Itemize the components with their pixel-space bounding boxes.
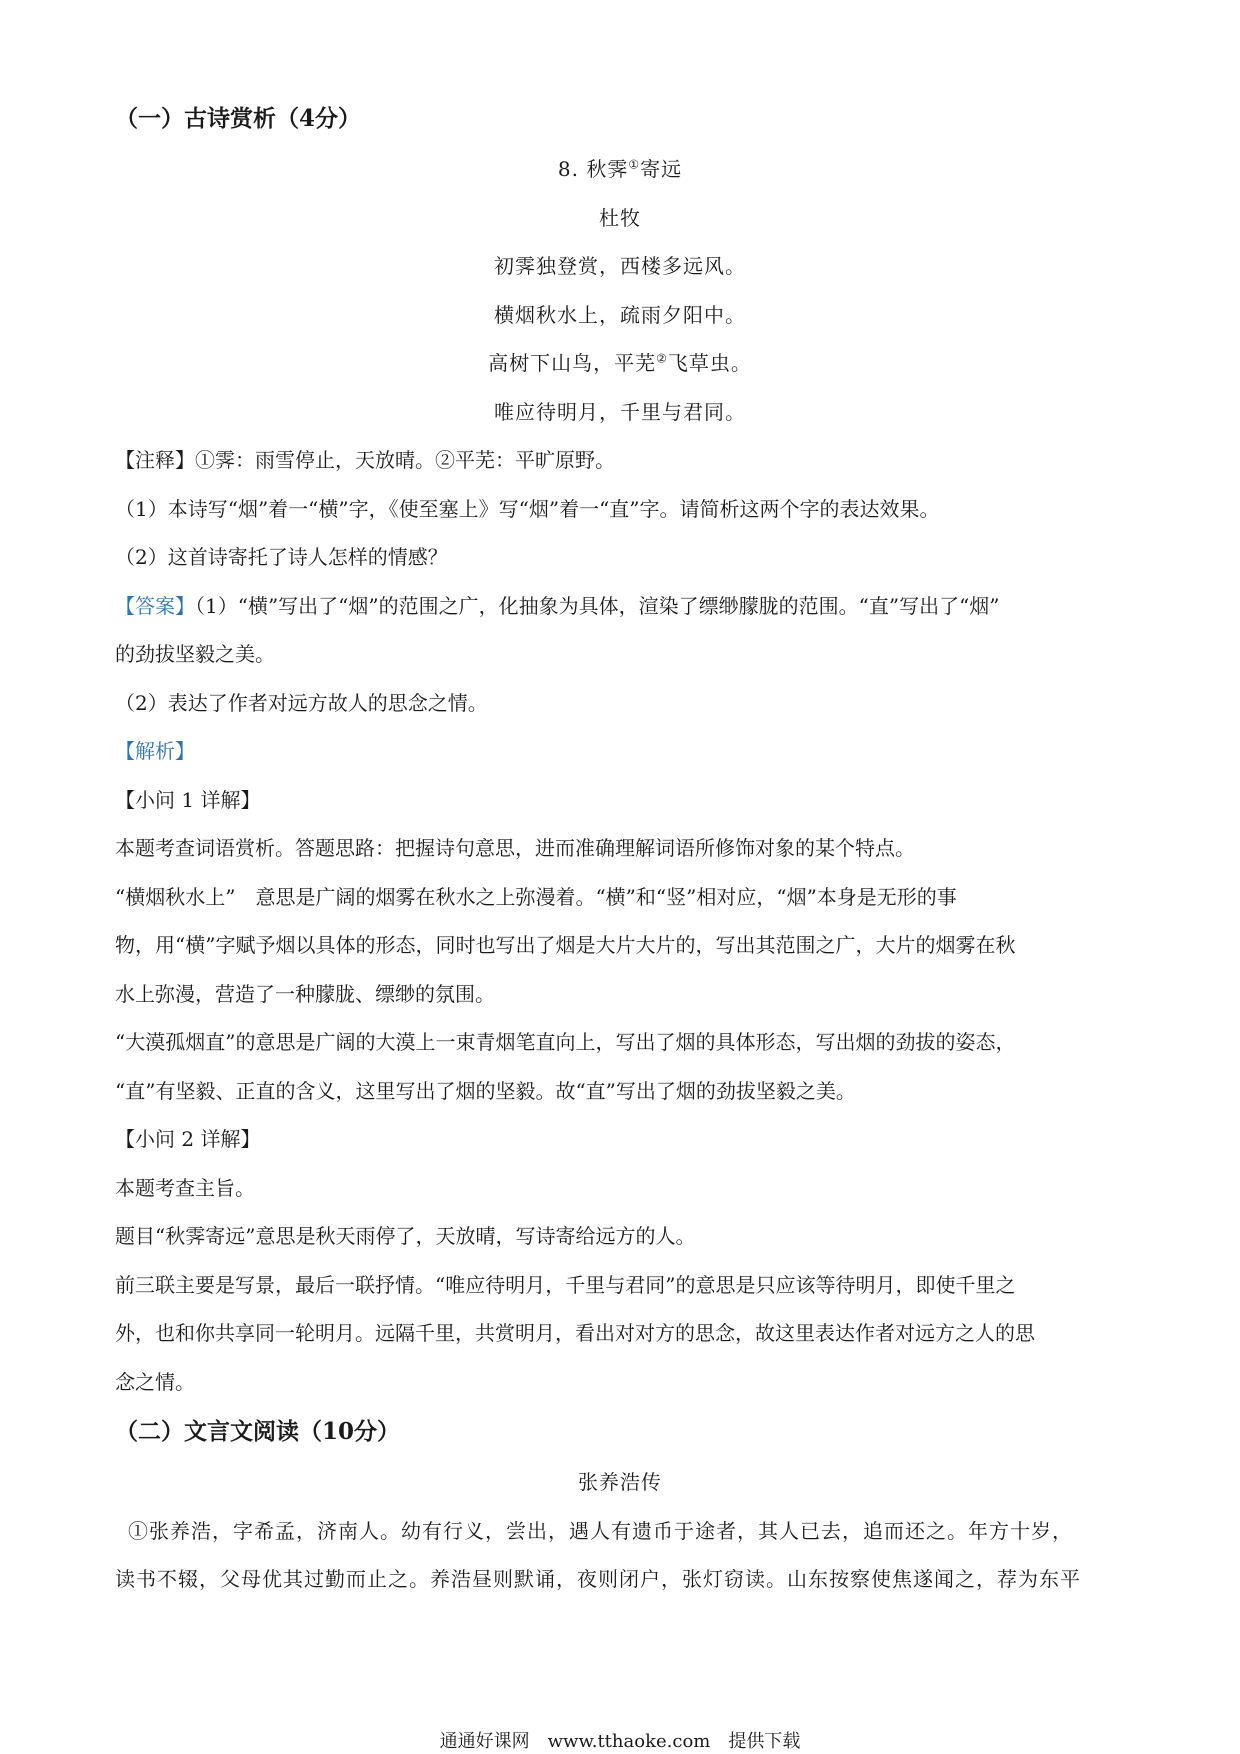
poem-line-1: 初霁独登赏，西楼多远风。 [494,254,746,278]
poem-note: 【注释】①霁：雨雪停止，天放晴。②平芜：平旷原野。 [115,448,615,472]
footnote-mark-2: ② [656,351,668,366]
classical-para-1-line-1: ①张养浩，字希孟，济南人。幼有行义，尝出，遇人有遗币于途者，其人已去，追而还之。年方十岁， [128,1519,1073,1543]
analysis-sub2-para-3-line-3: 念之情。 [115,1370,195,1394]
analysis-label: 【解析】 [115,739,195,763]
footnote-mark-1: ① [628,157,641,172]
classical-title: 张养浩传 [578,1470,662,1494]
question-2: （2）这首诗寄托了诗人怎样的情感？ [115,545,448,569]
question-number: 8. [557,157,579,181]
section-heading-poetry: （一）古诗赏析（4分） [115,105,362,132]
analysis-sub2-para-3-line-2: 外，也和你共享同一轮明月。远隔千里，共赏明月，看出对对方的思念，故这里表达作者对远方之人的思 [115,1321,1035,1345]
poem-line-3-part2: 飞草虫。 [667,351,752,375]
sub-question-2-label: 【小问 2 详解】 [115,1127,261,1151]
analysis-sub2-para-1: 本题考查主旨。 [115,1176,255,1200]
analysis-sub1-para-2-line-3: 水上弥漫，营造了一种朦胧、缥缈的氛围。 [115,982,495,1006]
poem-line-4: 唯应待明月，千里与君同。 [494,400,746,424]
section-heading-classical: （二）文言文阅读（10分） [115,1418,401,1445]
analysis-sub1-para-2-line-1: “横烟秋水上” 意思是广阔的烟雾在秋水之上弥漫着。“横”和“竖”相对应，“烟”本身是无形的事 [115,885,957,909]
sub-question-1-label: 【小问 1 详解】 [115,788,261,812]
poem-line-3 [0,349,1240,377]
analysis-sub1-para-1: 本题考查词语赏析。答题思路：把握诗句意思，进而准确理解词语所修饰对象的某个特点。 [115,836,915,860]
poem-line-2: 横烟秋水上，疏雨夕阳中。 [494,303,746,327]
poem-title-part2: 寄远 [640,157,683,181]
answer-text-1: （1）“横”写出了“烟”的范围之广，化抽象为具体，渲染了缥缈朦胧的范围。“直”写出了“烟” [195,594,1000,618]
answer-line-2: 的劲拔坚毅之美。 [115,642,275,666]
poem-author: 杜牧 [599,206,641,230]
answer-line-1 [115,592,1000,620]
analysis-sub1-para-3-line-1: “大漠孤烟直”的意思是广阔的大漠上一束青烟笔直向上，写出了烟的具体形态，写出烟的劲拔的姿态， [115,1030,1016,1054]
answer-line-3: （2）表达了作者对远方故人的思念之情。 [115,691,488,715]
page-footer: 通通好课网 www.tthaoke.com 提供下载 [439,1731,801,1752]
analysis-sub2-para-2: 题目“秋霁寄远”意思是秋天雨停了，天放晴，写诗寄给远方的人。 [115,1224,696,1248]
question-1: （1）本诗写“烟”着一“横”字，《使至塞上》写“烟”着一“直”字。请简析这两个字的表达效果。 [115,497,940,521]
poem-line-3-part1: 高树下山鸟，平芜 [488,351,657,375]
analysis-sub1-para-3-line-2: “直”有坚毅、正直的含义，这里写出了烟的坚毅。故“直”写出了烟的劲拔坚毅之美。 [115,1079,856,1103]
analysis-sub1-para-2-line-2: 物，用“横”字赋予烟以具体的形态，同时也写出了烟是大片大片的，写出其范围之广，大片的烟雾在秋 [115,933,1016,957]
poem-title-part1: 秋霁 [586,157,629,181]
poem-title [0,155,1240,183]
answer-label: 【答案】 [115,594,195,618]
analysis-sub2-para-3-line-1: 前三联主要是写景，最后一联抒情。“唯应待明月，千里与君同”的意思是只应该等待明月，即使千里之 [115,1273,1016,1297]
classical-para-1-line-2: 读书不辍，父母优其过勤而止之。养浩昼则默诵，夜则闭户，张灯窃读。山东按察使焦遂闻之，荐为东平 [115,1567,1081,1591]
